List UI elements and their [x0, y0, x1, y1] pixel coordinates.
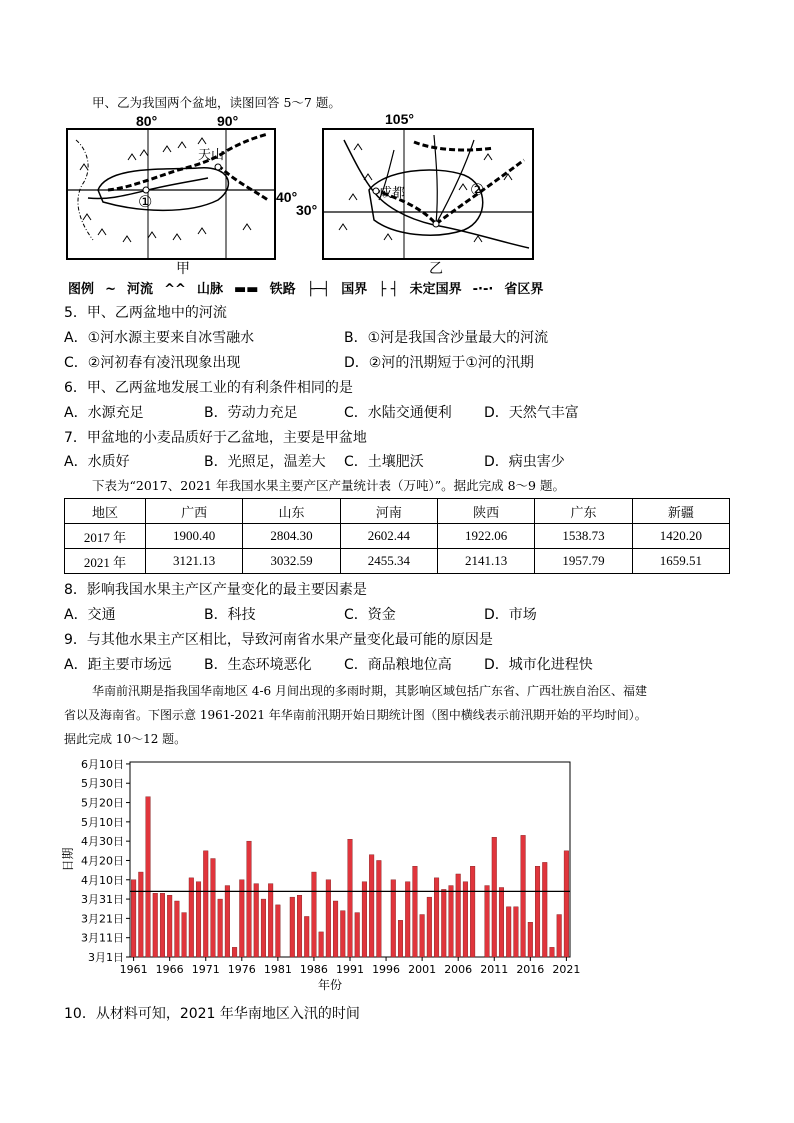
bar-1978: [254, 884, 259, 957]
table-cell: 1538.73: [535, 524, 632, 549]
q5-option-a: A．①河水源主要来自冰雪融水: [64, 330, 255, 346]
legend-province-border: 省区界: [504, 282, 544, 297]
q5-option-c: C．②河初春有凌汛现象出现: [64, 355, 241, 371]
y-tick-label: 4月10日: [81, 873, 124, 887]
table-row: [65, 549, 730, 574]
map-legend: [68, 278, 545, 297]
q6-option-b: B．劳动力充足: [204, 405, 298, 421]
bar-1987: [319, 932, 324, 957]
city-chengdu: 成都: [379, 186, 406, 201]
y-tick-label: 6月10日: [81, 757, 124, 771]
legend-railway: 铁路: [269, 282, 296, 297]
table-cell: 2141.13: [437, 549, 534, 574]
x-tick-label: 1986: [299, 963, 328, 976]
question-5-stem: 5．甲、乙两盆地中的河流: [64, 305, 227, 321]
bar-2003: [434, 878, 439, 957]
x-tick-label: 1971: [191, 963, 220, 976]
bar-1965: [160, 893, 165, 957]
q8-option-b: B．科技: [204, 607, 256, 623]
bar-2005: [449, 886, 454, 957]
table-cell: 2804.30: [243, 524, 340, 549]
bar-1990: [340, 911, 345, 957]
bar-1991: [348, 839, 353, 957]
y-tick-label: 4月30日: [81, 835, 124, 849]
y-tick-label: 3月21日: [81, 912, 124, 926]
bar-2021: [564, 851, 569, 957]
intro-5-7: 甲、乙为我国两个盆地，读图回答 5～7 题。: [92, 95, 341, 110]
x-tick-label: 2016: [516, 963, 545, 976]
x-tick-label: 1991: [336, 963, 364, 976]
x-tick-label: 2011: [480, 963, 509, 976]
map-basin-yi: [322, 128, 534, 260]
river-symbol-icon: ~: [100, 282, 121, 297]
map-jia-drawing: [68, 130, 274, 258]
bar-2020: [557, 915, 562, 957]
q9-option-c: C．商品粮地位高: [344, 657, 452, 673]
x-tick-label: 1966: [155, 963, 184, 976]
x-tick-label: 2006: [444, 963, 473, 976]
bar-1981: [276, 905, 281, 957]
q7-option-d: D．病虫害少: [484, 454, 565, 470]
river-marker-1: ①: [138, 192, 153, 211]
table-header-row: [65, 499, 730, 524]
q6-option-a: A．水源充足: [64, 405, 144, 421]
bar-1968: [182, 913, 187, 957]
bar-2006: [456, 874, 461, 957]
y-tick-label: 5月20日: [81, 796, 124, 810]
bar-1971: [203, 851, 208, 957]
map-basin-jia: [66, 128, 276, 260]
intro-10-12-line3: 据此完成 10～12 题。: [64, 732, 187, 746]
border-symbol-icon: ├─┤: [302, 282, 335, 297]
q9-option-a: A．距主要市场远: [64, 657, 172, 673]
x-axis-title: 年份: [317, 978, 343, 992]
bar-1984: [297, 895, 302, 957]
bar-1999: [405, 882, 410, 957]
bar-1980: [268, 884, 273, 957]
table-cell: 2017 年: [65, 524, 146, 549]
q8-option-a: A．交通: [64, 607, 116, 623]
bar-2002: [427, 897, 432, 957]
x-tick-label: 1961: [119, 963, 148, 976]
q6-option-d: D．天然气丰富: [484, 405, 579, 421]
question-6-stem: 6．甲、乙两盆地发展工业的有利条件相同的是: [64, 380, 353, 396]
province-border-symbol-icon: -·-·: [468, 282, 498, 297]
bar-2011: [492, 837, 497, 957]
x-tick-label: 2021: [552, 963, 580, 976]
question-7-stem: 7．甲盆地的小麦品质好于乙盆地，主要是甲盆地: [64, 430, 367, 446]
bar-1993: [362, 882, 367, 957]
map-yi-drawing: [324, 130, 532, 258]
q8-option-d: D．市场: [484, 607, 537, 623]
bar-1985: [304, 916, 309, 957]
q5-option-b: B．①河是我国含沙量最大的河流: [344, 330, 549, 346]
x-tick-label: 1996: [372, 963, 401, 976]
q7-option-b: B．光照足，温差大: [204, 454, 326, 470]
bar-1983: [290, 897, 295, 957]
bar-1979: [261, 899, 266, 957]
table-cell: 1900.40: [146, 524, 243, 549]
bar-1966: [167, 895, 172, 957]
bar-2001: [420, 915, 425, 957]
bar-1962: [139, 872, 144, 957]
table-header: 山东: [243, 499, 340, 524]
table-header: 陕西: [437, 499, 534, 524]
bar-1969: [189, 878, 194, 957]
bar-2017: [535, 866, 540, 957]
map-yi-label: 乙: [429, 261, 443, 277]
table-row: [65, 524, 730, 549]
mountain-symbol-icon: ^^: [159, 282, 191, 297]
table-header: 广西: [146, 499, 243, 524]
legend-border: 国界: [341, 282, 368, 297]
table-cell: 3121.13: [146, 549, 243, 574]
q5-option-d: D．②河的汛期短于①河的汛期: [344, 355, 534, 371]
bar-1977: [247, 841, 252, 957]
bar-1974: [225, 886, 230, 957]
lat-40: 40°: [276, 189, 298, 205]
x-tick-label: 2001: [408, 963, 437, 976]
y-tick-label: 5月30日: [81, 777, 124, 791]
table-cell: 2455.34: [340, 549, 437, 574]
q9-option-d: D．城市化进程快: [484, 657, 593, 673]
table-header: 河南: [340, 499, 437, 524]
y-axis-title: 日期: [61, 847, 75, 872]
x-tick-label: 1976: [227, 963, 256, 976]
bar-1963: [146, 797, 151, 957]
bar-1972: [211, 859, 216, 957]
lon-90: 90°: [217, 113, 239, 129]
table-cell: 2021 年: [65, 549, 146, 574]
legend-undefined-border: 未定国界: [409, 282, 462, 297]
bar-1998: [398, 920, 403, 957]
bar-2015: [521, 835, 526, 957]
bar-1970: [196, 882, 201, 957]
lat-30: 30°: [296, 202, 318, 218]
legend-river: 河流: [127, 282, 154, 297]
undefined-border-symbol-icon: ├ ┤: [373, 282, 404, 297]
bar-1992: [355, 913, 360, 957]
table-cell: 1420.20: [632, 524, 729, 549]
bar-2018: [542, 862, 547, 957]
bar-2019: [550, 947, 555, 957]
flood-season-start-chart: [60, 752, 580, 992]
bar-2012: [499, 887, 504, 957]
table-header: 广东: [535, 499, 632, 524]
table-cell: 3032.59: [243, 549, 340, 574]
bar-2000: [413, 866, 418, 957]
table-header: 地区: [65, 499, 146, 524]
intro-10-12-line1: 华南前汛期是指我国华南地区 4-6 月间出现的多雨时期，其影响区域包括广东省、广西壮族自治区、福建: [92, 684, 647, 698]
bar-2010: [485, 886, 490, 957]
bar-1973: [218, 899, 223, 957]
legend-title: 图例: [68, 282, 95, 297]
table-cell: 1922.06: [437, 524, 534, 549]
legend-mountain: 山脉: [196, 282, 223, 297]
y-tick-label: 4月20日: [81, 854, 124, 868]
bar-2014: [514, 907, 519, 957]
intro-8-9: 下表为“2017、2021 年我国水果主要产区产量统计表（万吨）”。据此完成 8～9 题。: [92, 478, 565, 493]
railway-symbol-icon: ▬▬: [229, 282, 264, 297]
question-9-stem: 9．与其他水果主产区相比，导致河南省水果产量变化最可能的原因是: [64, 632, 493, 648]
place-tianshan: 天山: [198, 148, 225, 163]
q6-option-c: C．水陆交通便利: [344, 405, 452, 421]
q8-option-c: C．资金: [344, 607, 396, 623]
bar-1986: [312, 872, 317, 957]
bar-1975: [232, 947, 237, 957]
table-cell: 2602.44: [340, 524, 437, 549]
bar-2016: [528, 922, 533, 957]
question-8-stem: 8．影响我国水果主产区产量变化的最主要因素是: [64, 582, 367, 598]
x-tick-label: 1981: [263, 963, 292, 976]
y-tick-label: 3月11日: [81, 931, 124, 945]
q7-option-c: C．土壤肥沃: [344, 454, 424, 470]
bar-1995: [377, 860, 382, 957]
lon-105: 105°: [385, 111, 414, 127]
bar-2004: [441, 889, 446, 957]
intro-10-12-line2: 省以及海南省。下图示意 1961-2021 年华南前汛期开始日期统计图（图中横线表示前汛期开始的平均时间）。: [64, 708, 647, 722]
river-marker-2: ②: [470, 180, 485, 199]
table-cell: 1957.79: [535, 549, 632, 574]
table-cell: 1659.51: [632, 549, 729, 574]
bar-2013: [506, 907, 511, 957]
y-tick-label: 3月1日: [88, 951, 124, 964]
bar-2008: [470, 866, 475, 957]
map-jia-label: 甲: [176, 261, 190, 277]
bar-1967: [175, 901, 180, 957]
table-header: 新疆: [632, 499, 729, 524]
bar-1964: [153, 893, 158, 957]
y-tick-label: 3月31日: [81, 893, 124, 907]
bar-1989: [333, 901, 338, 957]
q9-option-b: B．生态环境恶化: [204, 657, 312, 673]
fruit-production-table: [64, 498, 730, 574]
y-tick-label: 5月10日: [81, 815, 124, 829]
q7-option-a: A．水质好: [64, 454, 130, 470]
bar-1994: [369, 855, 374, 957]
bar-2007: [463, 882, 468, 957]
question-10-stem: 10．从材料可知，2021 年华南地区入汛的时间: [64, 1006, 360, 1022]
lon-80: 80°: [136, 113, 158, 129]
